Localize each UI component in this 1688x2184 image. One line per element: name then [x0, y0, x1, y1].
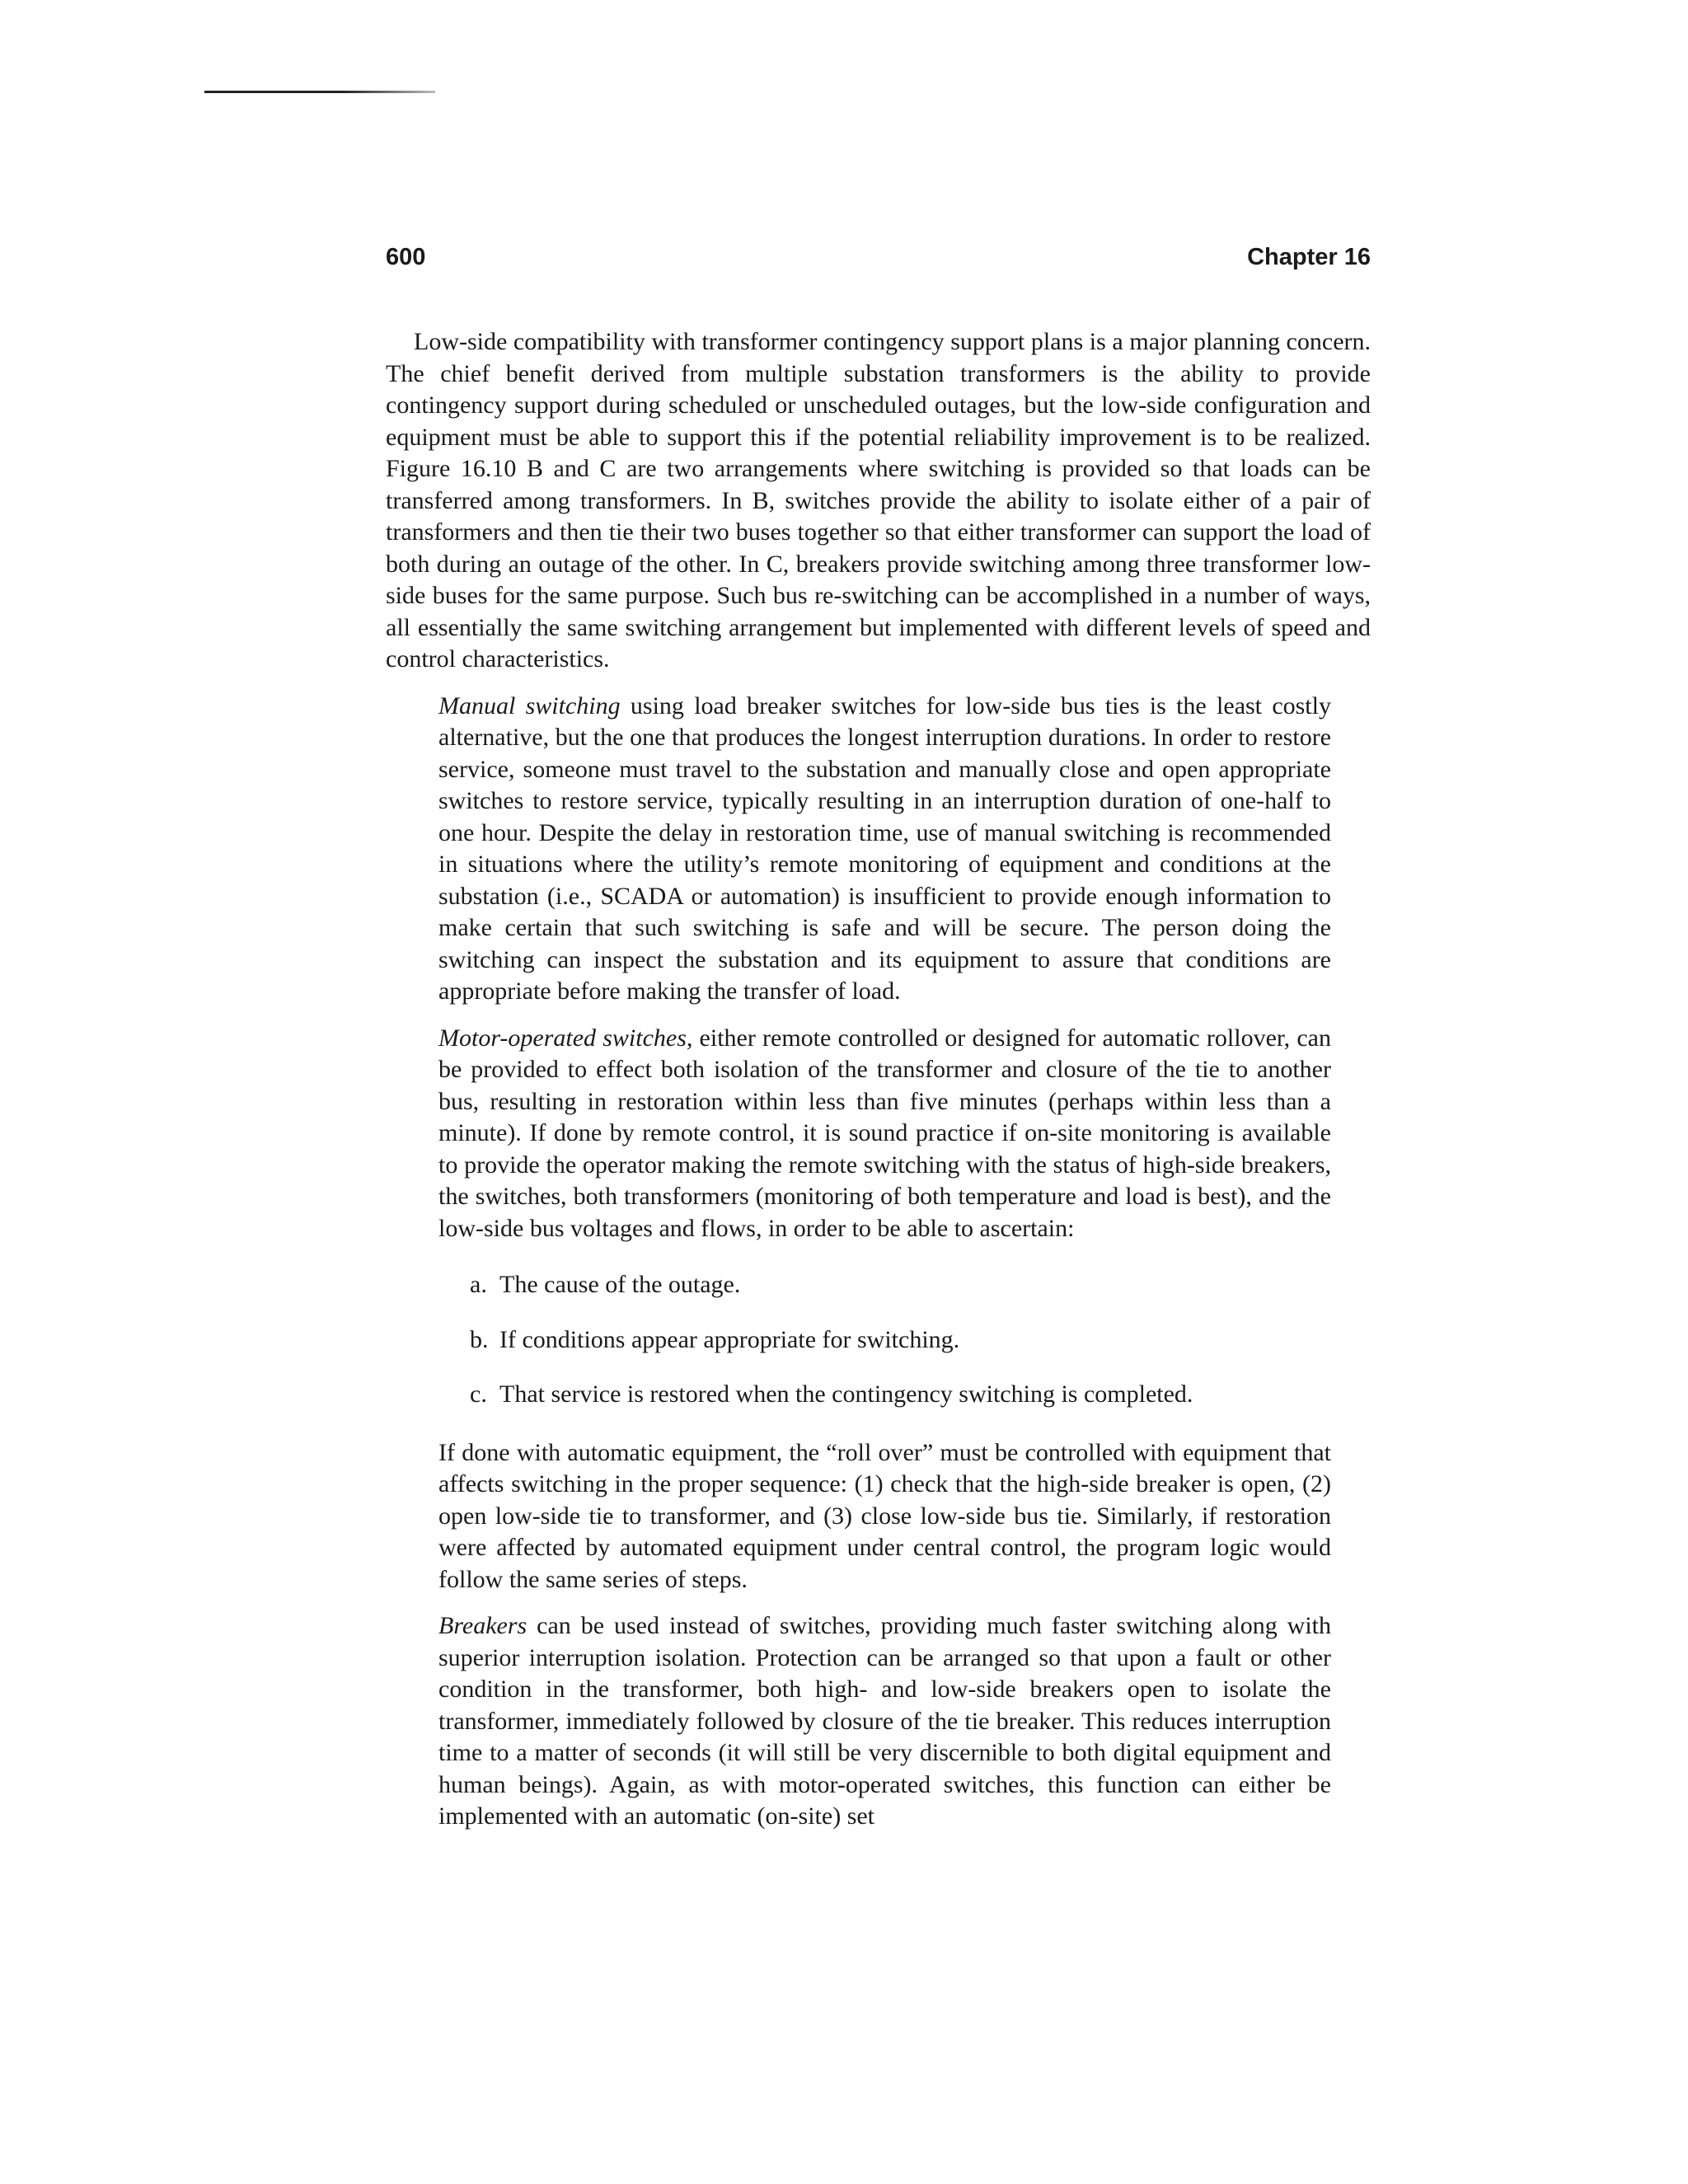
list-item-text: That service is restored when the contingency switching is completed. — [499, 1380, 1193, 1408]
list-marker: b. — [470, 1325, 489, 1353]
body-text — [386, 326, 1371, 1833]
list-item — [470, 1269, 1371, 1301]
page-number: 600 — [386, 244, 426, 270]
ascertain-list — [470, 1269, 1371, 1411]
page-header — [386, 244, 1371, 277]
motor-operated-text: either remote controlled or designed for automatic rollover, can be provided to effect both isolation of the transformer and closure of the tie to another bus, resulting in restoration within less than five minutes (perhaps within less than a minute). If done by remote control, it is sound practice if on-site monitoring is available to provide the operator making the remote switching with the status of high-side breakers, the switches, both transformers (monitoring of both temperature and load is best), and the low-side bus voltages and flows, in order to be able to ascertain: — [438, 1024, 1331, 1242]
list-marker: c. — [470, 1380, 487, 1408]
scan-artifact-rule — [204, 91, 435, 93]
chapter-title: Chapter 16 — [1247, 244, 1371, 270]
intro-paragraph: Low-side compatibility with transformer contingency support plans is a major planning concern. The chief benefit derived from multiple substation transformers is the ability to provide contingency support during scheduled or unscheduled outages, but the low-side configuration and equipment must be able to support this if the potential reliability improvement is to be realized. Figure 16.10 B and C are two arrangements where switching is provided so that loads can be transferred among transformers. In B, switches provide the ability to isolate either of a pair of transformers and then tie their two buses together so that either transformer can support the load of both during an outage of the other. In C, breakers provide switching among three transformer low-side buses for the same purpose. Such bus re-switching can be accomplished in a number of ways, all essentially the same switching arrangement but implemented with different levels of speed and control characteristics. — [386, 328, 1371, 673]
list-item-text: If conditions appear appropriate for switching. — [499, 1325, 960, 1353]
motor-operated-term: Motor-operated switches, — [438, 1024, 693, 1052]
manual-switching-paragraph — [438, 691, 1331, 1008]
automatic-equipment-paragraph: If done with automatic equipment, the “roll over” must be controlled with equipment that affects switching in the proper sequence: (1) check that the high-side breaker is open, (2) open low-side tie to transformer, and (3) close low-side bus tie. Similarly, if restoration were affected by automated equipment under central control, the program logic would follow the same series of steps. — [438, 1438, 1331, 1593]
breakers-paragraph — [438, 1610, 1331, 1833]
list-item — [470, 1324, 1371, 1357]
list-item — [470, 1379, 1371, 1411]
list-marker: a. — [470, 1271, 487, 1298]
manual-switching-text: using load breaker switches for low-side bus ties is the least costly alternative, but the one that produces the longest interruption durations. In order to restore service, someone must travel to the substation and manually close and open appropriate switches to restore service, typically resulting in an interruption duration of one-half to one hour. Despite the delay in restoration time, use of manual switching is recommended in situations where the utility’s remote monitoring of equipment and conditions at the substation (i.e., SCADA or automation) is insufficient to provide enough information to make certain that such switching is safe and will be secure. The person doing the switching can inspect the substation and its equipment to assure that conditions are appropriate before making the transfer of load. — [438, 691, 1331, 1005]
manual-switching-term: Manual switching — [438, 691, 621, 719]
breakers-text: can be used instead of switches, providing much faster switching along with superior interruption isolation. Protection can be arranged so that upon a fault or other condition in the transformer, both high- and low-side breakers open to isolate the transformer, immediately followed by closure of the tie breaker. This reduces interruption time to a matter of seconds (it will still be very discernible to both digital equipment and human beings). Again, as with motor-operated switches, this function can either be implemented with an automatic (on-site) set — [438, 1612, 1331, 1830]
breakers-term: Breakers — [438, 1612, 528, 1639]
motor-operated-paragraph — [438, 1023, 1331, 1245]
list-item-text: The cause of the outage. — [499, 1271, 741, 1298]
